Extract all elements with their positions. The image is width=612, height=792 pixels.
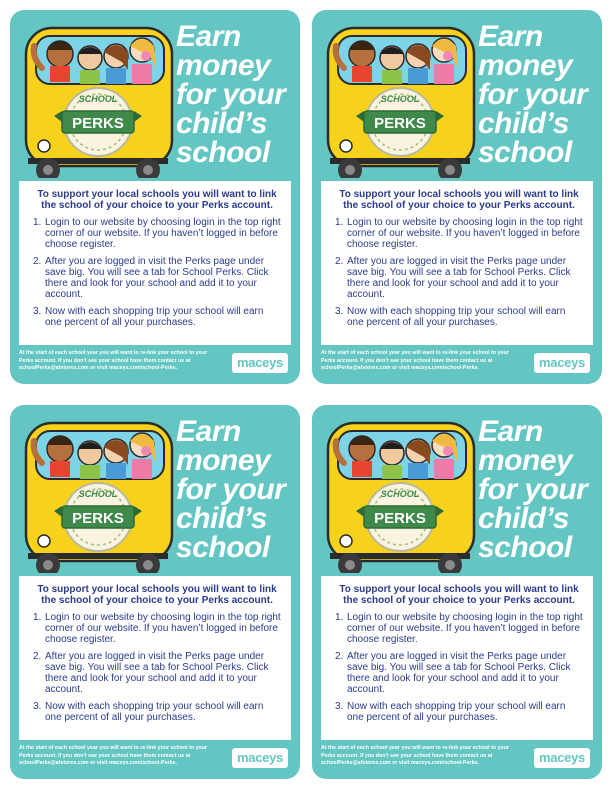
step-number: 1.	[335, 217, 344, 228]
step-item	[335, 306, 583, 328]
headline-line: school	[176, 531, 270, 564]
instructions-panel	[321, 181, 593, 345]
footer-note: At the start of each school year you will want to re-link your school to your Perks account. If you don’t see your school have them contact us at schoolPerks@afstores.com or visit maceys.com/school-Perks.	[321, 350, 510, 372]
instructions-panel	[321, 576, 593, 740]
badge-top-text: SCHOOL	[78, 489, 118, 499]
step-number: 2.	[335, 256, 344, 267]
step-text: After you are logged in visit the Perks page under save big. You will see a tab for School Perks. Click there and look for your school and add it to your account.	[347, 256, 571, 300]
headline-line: school	[478, 136, 572, 169]
step-item	[335, 701, 583, 723]
intro-text: To support your local schools you will want to link the school of your choice to your Perks account.	[37, 189, 277, 211]
maceys-logo: maceys	[534, 353, 590, 373]
headline-line: Earn	[478, 415, 543, 448]
step-number: 3.	[335, 701, 344, 712]
badge-main-text: PERKS	[72, 510, 124, 527]
instructions-panel	[19, 181, 291, 345]
step-text: Login to our website by choosing login in the top right corner of our website. If you haven’t logged in before choose register.	[45, 217, 281, 250]
intro-text: To support your local schools you will want to link the school of your choice to your Perks account.	[339, 584, 579, 606]
steps-list	[33, 217, 281, 328]
flyer-card	[10, 405, 300, 779]
badge-main-text: PERKS	[374, 115, 426, 132]
badge-main-text: PERKS	[374, 510, 426, 527]
headline-line: for your	[478, 78, 588, 111]
footer-note: At the start of each school year you will want to re-link your school to your Perks account. If you don’t see your school have them contact us at schoolPerks@afstores.com or visit maceys.com/school-Perks.	[19, 745, 208, 767]
headline-line: child’s	[478, 502, 569, 535]
headline-line: child’s	[478, 107, 569, 140]
step-number: 3.	[335, 306, 344, 317]
step-item	[335, 651, 583, 695]
school-bus-illustration	[10, 405, 178, 573]
maceys-logo: maceys	[534, 748, 590, 768]
footer-note: At the start of each school year you will want to re-link your school to your Perks account. If you don’t see your school have them contact us at schoolPerks@afstores.com or visit maceys.com/school-Perks.	[321, 745, 510, 767]
headline-line: child’s	[176, 502, 267, 535]
step-number: 2.	[33, 256, 42, 267]
step-text: Login to our website by choosing login in the top right corner of our website. If you haven’t logged in before choose register.	[347, 217, 583, 250]
headline	[176, 22, 300, 167]
school-bus-illustration	[10, 10, 178, 178]
step-text: Now with each shopping trip your school will earn one percent of all your purchases.	[45, 701, 264, 723]
step-number: 3.	[33, 306, 42, 317]
step-item	[335, 256, 583, 300]
step-item	[335, 217, 583, 250]
step-text: After you are logged in visit the Perks page under save big. You will see a tab for School Perks. Click there and look for your school and add it to your account.	[45, 651, 269, 695]
headline	[478, 417, 602, 562]
step-number: 2.	[33, 651, 42, 662]
badge-top-text: SCHOOL	[380, 489, 420, 499]
step-item	[33, 217, 281, 250]
step-number: 1.	[33, 217, 42, 228]
step-number: 3.	[33, 701, 42, 712]
instructions-panel	[19, 576, 291, 740]
headline-line: Earn	[478, 20, 543, 53]
step-text: Now with each shopping trip your school will earn one percent of all your purchases.	[347, 306, 566, 328]
headline	[478, 22, 602, 167]
headline	[176, 417, 300, 562]
step-text: Now with each shopping trip your school will earn one percent of all your purchases.	[45, 306, 264, 328]
step-text: After you are logged in visit the Perks page under save big. You will see a tab for School Perks. Click there and look for your school and add it to your account.	[347, 651, 571, 695]
flyer-card	[312, 10, 602, 384]
flyer-card	[10, 10, 300, 384]
headline-line: money	[176, 49, 271, 82]
steps-list	[335, 612, 583, 723]
headline-line: Earn	[176, 415, 241, 448]
step-item	[33, 256, 281, 300]
step-item	[33, 651, 281, 695]
footer-note: At the start of each school year you will want to re-link your school to your Perks account. If you don’t see your school have them contact us at schoolPerks@afstores.com or visit maceys.com/school-Perks.	[19, 350, 208, 372]
step-item	[33, 701, 281, 723]
school-bus-illustration	[312, 405, 480, 573]
badge-top-text: SCHOOL	[78, 94, 118, 104]
badge-main-text: PERKS	[72, 115, 124, 132]
step-item	[335, 612, 583, 645]
headline-line: money	[478, 49, 573, 82]
step-text: After you are logged in visit the Perks page under save big. You will see a tab for School Perks. Click there and look for your school and add it to your account.	[45, 256, 269, 300]
headline-line: school	[478, 531, 572, 564]
flyer-card	[312, 405, 602, 779]
step-text: Login to our website by choosing login in the top right corner of our website. If you haven’t logged in before choose register.	[45, 612, 281, 645]
headline-line: Earn	[176, 20, 241, 53]
steps-list	[33, 612, 281, 723]
school-bus-illustration	[312, 10, 480, 178]
step-number: 1.	[335, 612, 344, 623]
step-item	[33, 612, 281, 645]
badge-top-text: SCHOOL	[380, 94, 420, 104]
headline-line: child’s	[176, 107, 267, 140]
headline-line: for your	[176, 78, 286, 111]
step-text: Login to our website by choosing login in the top right corner of our website. If you haven’t logged in before choose register.	[347, 612, 583, 645]
step-text: Now with each shopping trip your school will earn one percent of all your purchases.	[347, 701, 566, 723]
intro-text: To support your local schools you will want to link the school of your choice to your Perks account.	[37, 584, 277, 606]
maceys-logo: maceys	[232, 748, 288, 768]
step-item	[33, 306, 281, 328]
headline-line: for your	[176, 473, 286, 506]
step-number: 2.	[335, 651, 344, 662]
headline-line: for your	[478, 473, 588, 506]
headline-line: money	[478, 444, 573, 477]
steps-list	[335, 217, 583, 328]
maceys-logo: maceys	[232, 353, 288, 373]
headline-line: money	[176, 444, 271, 477]
intro-text: To support your local schools you will want to link the school of your choice to your Perks account.	[339, 189, 579, 211]
step-number: 1.	[33, 612, 42, 623]
headline-line: school	[176, 136, 270, 169]
